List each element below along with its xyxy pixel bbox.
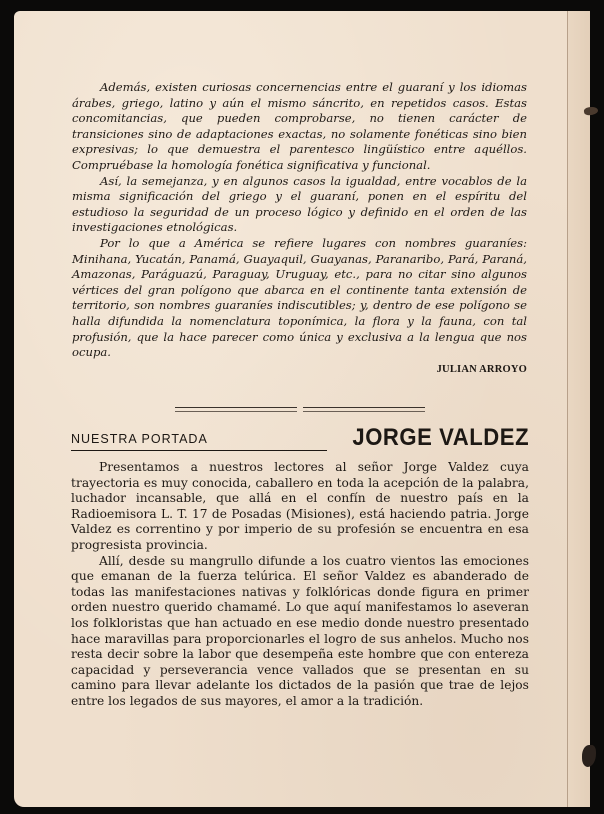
article-paragraph: Así, la semejanza, y en algunos casos la igualdad, entre vocablos de la misma significación del griego y el guaraní, ponen en el espíritu del estudioso la seguridad de un proceso lógico y definido en el orden de las investigaciones etnológicas. (72, 173, 527, 235)
article-guarani (72, 80, 527, 375)
section-underline (71, 450, 327, 451)
article-paragraph: Además, existen curiosas concernencias entre el guaraní y los idiomas árabes, griego, latino y aún el mismo sáncrito, en repetidos casos. Estas concomitancias, que pueden comprobarse, no tienen carácter de transiciones sino de adaptaciones exactas, no solamente fonéticas sino bien expresivas; lo que demuestra el parentesco lingüístico entre aquéllos. Compruébase la homología fonética significativa y funcional. (72, 80, 527, 172)
section-divider (175, 407, 465, 411)
article-paragraph: Allí, desde su mangrullo difunde a los cuatro vientos las emociones que emanan de la fuerza telúrica. El señor Valdez es abanderado de todas las manifestaciones nativas y folklóricas donde figura en primer orden nuestro querido chamamé. Lo que aquí manifestamos lo aseveran los folkloristas que han actuado en ese medio donde nuestro presentado hace maravillas para proporcionarles el logro de sus anhelos. Mucho nos resta decir sobre la labor que desempeña este hombre que con entereza capacidad y perseverancia vence vallados que se presentan en su camino para llevar adelante los dictados de la pasión que trae de lejos entre los legados de sus mayores, el amor a la tradición. (71, 553, 529, 708)
article-paragraph: Presentamos a nuestros lectores al señor Jorge Valdez cuya trayectoria es muy conocida, caballero en toda la acepción de la palabra, luchador incansable, que allá en el confín de nuestro país en la Radioemisora L. T. 17 de Posadas (Misiones), está haciendo patria. Jorge Valdez es correntino y por imperio de su profesión se encuentra en esa progresista provincia. (71, 460, 529, 552)
page-stain-mark (583, 106, 598, 116)
article-author: JULIAN ARROYO (436, 363, 527, 375)
page-tear-mark (582, 745, 596, 767)
section-title: JORGE VALDEZ (352, 424, 529, 451)
page-edge-fold (567, 11, 590, 807)
section-header (71, 425, 529, 455)
article-paragraph: Por lo que a América se refiere lugares con nombres guaraníes: Minihana, Yucatán, Panamá, Guayaquil, Guayanas, Paranaribo, Pará, Paraná, Amazonas, Paráguazú, Paraguay, Uruguay, etc., para no citar sino algunos vértices del gran polígono que abarca en el continente tanta extensión de territorio, son nombres guaraníes indiscutibles; y, dentro de ese polígono se halla difundida la nomenclatura toponímica, la flora y la fauna, con tal profusión, que la hace parecer como única y exclusiva a la lengua que nos ocupa. (72, 235, 527, 360)
divider-rule-left (175, 407, 297, 412)
divider-rule-right (303, 407, 425, 412)
section-label: NUESTRA PORTADA (71, 432, 208, 446)
article-jorge-valdez (71, 460, 529, 710)
